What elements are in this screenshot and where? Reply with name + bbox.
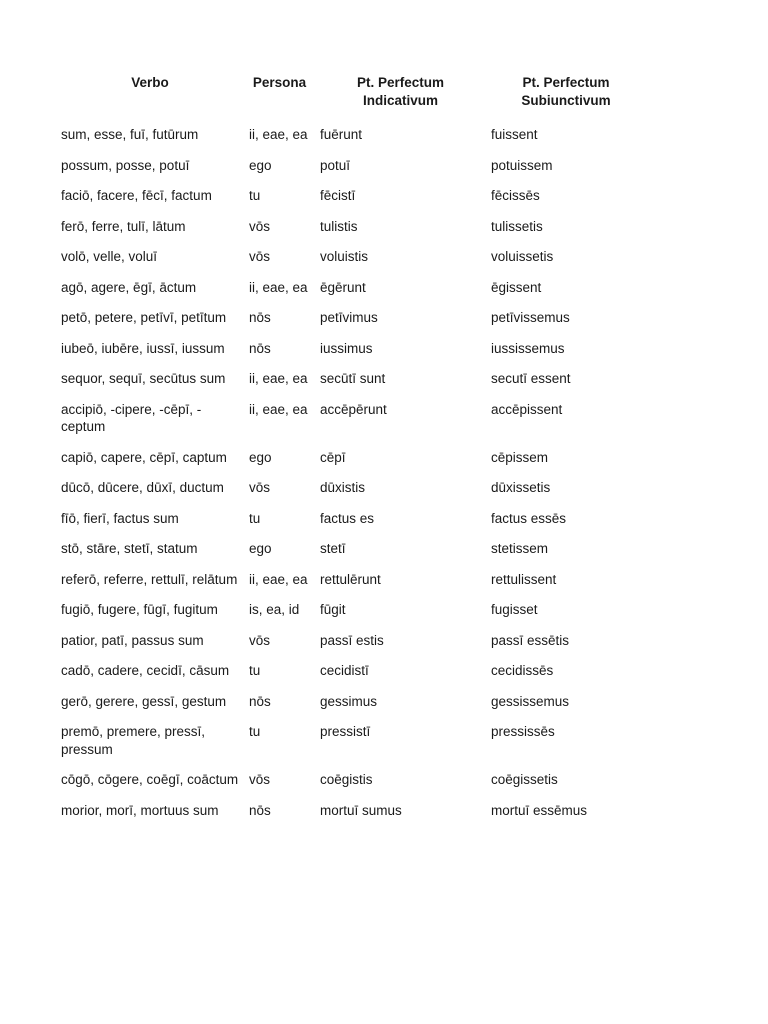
cell-subiunctivum: ēgissent	[491, 279, 542, 295]
cell-subiunctivum: voluissetis	[491, 249, 554, 264]
cell-verbo: cōgō, cōgere, coēgī, coāctum	[61, 772, 239, 787]
cell-subiunctivum: petīvissemus	[491, 310, 570, 325]
header-verbo: Verbo	[131, 75, 169, 90]
header-indicativum-line2: Indicativum	[362, 93, 438, 108]
table-row	[56, 536, 646, 567]
cell-indicativum: fūgit	[320, 602, 346, 617]
cell-subiunctivum: dūxissetis	[491, 480, 551, 495]
header-subiunctivum	[486, 72, 646, 122]
cell-verbo: possum, posse, potuī	[61, 157, 190, 173]
table-row	[56, 767, 646, 798]
header-row	[56, 72, 646, 122]
cell-indicativum: tulistis	[320, 218, 358, 234]
table-row	[56, 628, 646, 659]
cell-persona: ii, eae, ea	[249, 571, 308, 587]
cell-verbo: sum, esse, fuī, futūrum	[61, 127, 199, 142]
cell-subiunctivum: fēcissēs	[491, 188, 540, 203]
cell-verbo: faciō, facere, fēcī, factum	[61, 188, 212, 203]
cell-subiunctivum: factus essēs	[491, 510, 567, 526]
cell-persona: tu	[249, 188, 261, 203]
cell-indicativum: pressistī	[320, 724, 371, 739]
cell-indicativum: stetī	[320, 541, 346, 556]
table-row	[56, 475, 646, 506]
cell-indicativum: iussimus	[320, 340, 373, 356]
cell-subiunctivum: accēpissent	[491, 401, 563, 417]
cell-indicativum: fuērunt	[320, 127, 363, 142]
cell-indicativum: gessimus	[320, 693, 378, 709]
cell-subiunctivum: iussissemus	[491, 340, 565, 356]
cell-indicativum: secūtī sunt	[320, 371, 386, 386]
cell-persona: is, ea, id	[249, 602, 300, 617]
cell-subiunctivum: secutī essent	[491, 371, 571, 386]
cell-indicativum: coēgistis	[320, 772, 373, 787]
cell-indicativum: petīvimus	[320, 310, 378, 325]
cell-subiunctivum: fuissent	[491, 127, 538, 142]
cell-persona: ego	[249, 541, 272, 556]
cell-indicativum: dūxistis	[320, 480, 366, 495]
cell-subiunctivum: cecidissēs	[491, 663, 554, 678]
cell-verbo: accipiō, -cipere, -cēpī, -ceptum	[61, 401, 202, 434]
cell-verbo: fugiō, fugere, fūgī, fugitum	[61, 602, 218, 617]
cell-indicativum: fēcistī	[320, 188, 356, 203]
cell-verbo: cadō, cadere, cecidī, cāsum	[61, 663, 230, 678]
cell-verbo: referō, referre, rettulī, relātum	[61, 571, 238, 587]
table-row	[56, 305, 646, 336]
cell-persona: nōs	[249, 340, 271, 356]
header-subiunctivum-line1: Pt. Perfectum	[522, 75, 610, 90]
cell-subiunctivum: gessissemus	[491, 693, 570, 709]
table-row	[56, 397, 646, 445]
cell-indicativum: voluistis	[320, 249, 369, 264]
cell-verbo: volō, velle, voluī	[61, 249, 158, 264]
cell-persona: tu	[249, 663, 261, 678]
cell-persona: ii, eae, ea	[249, 279, 308, 295]
cell-persona: tu	[249, 724, 261, 739]
cell-persona: nōs	[249, 693, 271, 709]
cell-persona: ii, eae, ea	[249, 127, 308, 142]
cell-persona: nōs	[249, 310, 271, 325]
cell-indicativum: cēpī	[320, 449, 346, 465]
cell-subiunctivum: cēpissem	[491, 449, 549, 465]
cell-subiunctivum: potuissem	[491, 157, 553, 173]
cell-indicativum: factus es	[320, 510, 375, 526]
cell-verbo: ferō, ferre, tulī, lātum	[61, 218, 186, 234]
table-row	[56, 719, 646, 767]
table-row	[56, 336, 646, 367]
table-row	[56, 153, 646, 184]
header-subiunctivum-line2: Subiunctivum	[521, 93, 611, 108]
cell-persona: nōs	[249, 802, 271, 818]
cell-persona: ii, eae, ea	[249, 371, 308, 386]
table-row	[56, 567, 646, 598]
cell-verbo: fīō, fierī, factus sum	[61, 510, 179, 526]
cell-persona: vōs	[249, 772, 271, 787]
cell-verbo: agō, agere, ēgī, āctum	[61, 279, 197, 295]
table-row	[56, 798, 646, 829]
cell-persona: vōs	[249, 249, 271, 264]
table-row	[56, 689, 646, 720]
table-row	[56, 366, 646, 397]
header-persona: Persona	[252, 75, 307, 90]
cell-subiunctivum: stetissem	[491, 541, 549, 556]
cell-verbo: sequor, sequī, secūtus sum	[61, 371, 226, 386]
table-row	[56, 445, 646, 476]
cell-indicativum: passī estis	[320, 632, 384, 648]
table-row	[56, 122, 646, 153]
table-row	[56, 658, 646, 689]
cell-indicativum: cecidistī	[320, 663, 369, 678]
table-row	[56, 506, 646, 537]
table-body	[56, 122, 646, 828]
cell-verbo: morior, morī, mortuus sum	[61, 802, 219, 818]
cell-subiunctivum: pressissēs	[491, 724, 555, 739]
cell-verbo: gerō, gerere, gessī, gestum	[61, 693, 227, 709]
table-row	[56, 275, 646, 306]
cell-subiunctivum: tulissetis	[491, 218, 543, 234]
cell-subiunctivum: passī essētis	[491, 632, 570, 648]
table-row	[56, 183, 646, 214]
cell-subiunctivum: mortuī essēmus	[491, 802, 588, 818]
cell-verbo: patior, patī, passus sum	[61, 632, 204, 648]
cell-persona: vōs	[249, 480, 271, 495]
header-indicativum-line1: Pt. Perfectum	[356, 75, 445, 90]
cell-verbo: stō, stāre, stetī, statum	[61, 541, 198, 556]
cell-indicativum: mortuī sumus	[320, 802, 402, 818]
cell-persona: ego	[249, 449, 272, 465]
cell-indicativum: potuī	[320, 157, 351, 173]
cell-subiunctivum: coēgissetis	[491, 772, 558, 787]
table-row	[56, 214, 646, 245]
cell-verbo: dūcō, dūcere, dūxī, ductum	[61, 480, 224, 495]
table-row	[56, 597, 646, 628]
cell-verbo: premō, premere, pressī, pressum	[61, 724, 206, 757]
table-header	[56, 72, 646, 122]
cell-persona: ego	[249, 157, 272, 173]
cell-verbo: capiō, capere, cēpī, captum	[61, 449, 227, 465]
table-row	[56, 244, 646, 275]
cell-verbo: iubeō, iubēre, iussī, iussum	[61, 340, 225, 356]
cell-persona: vōs	[249, 632, 271, 648]
cell-indicativum: accēpērunt	[320, 401, 387, 417]
cell-persona: ii, eae, ea	[249, 401, 308, 417]
cell-verbo: petō, petere, petīvī, petītum	[61, 310, 227, 325]
cell-persona: vōs	[249, 218, 271, 234]
cell-subiunctivum: fugisset	[491, 602, 538, 617]
cell-subiunctivum: rettulissent	[491, 571, 557, 587]
cell-indicativum: ēgērunt	[320, 279, 366, 295]
conjugation-table	[56, 72, 646, 828]
header-indicativum	[315, 72, 486, 122]
cell-persona: tu	[249, 510, 261, 526]
cell-indicativum: rettulērunt	[320, 571, 381, 587]
